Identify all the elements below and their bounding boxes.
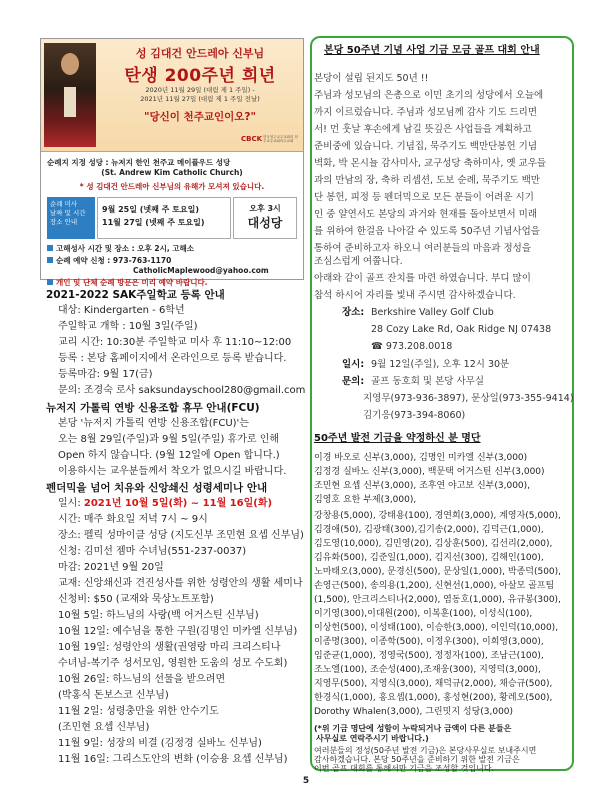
donor-line: 김유화(500), 김준일(1,000), 김지선(300), 김해인(100), [314,553,544,563]
fcu-line: Open 하지 않습니다. (9월 12일에 Open 합니다.) [58,450,280,461]
seminar-session: 10월 19일: 성령안의 생활(권영랑 마리 크리스티나 [58,642,281,653]
donor-line: 김경애(50), 김광태(300),김기송(2,000), 김덕근(1,000), [314,525,544,535]
mass-time: 오후 3시 [249,204,281,213]
seminar-line: 마감: 2021년 9월 20일 [58,562,164,573]
seminar-line: 신청: 김미선 젬마 수녀님(551-237-0037) [58,546,247,557]
golf-intro: 통하여 준비하고자 하오니 여러분들의 마음과 정성을 [314,243,531,254]
golf-phone: ☎ 973.208.0018 [371,341,453,352]
golf-intro: 까지 이르렀습니다. 주님과 성모님께 감사 기도 드리면 [314,107,538,118]
closing-line: 감사하겠습니다. 본당 50주년을 준비하기 위한 발전 기금은 [314,755,520,764]
golf-date: 9월 12일(주일), 오후 12시 30분 [371,359,510,370]
sak-line: 주일학교 개학 : 10월 3일(주일) [58,321,198,332]
sak-title: 2021-2022 SAK주일학교 등록 안내 [46,289,225,301]
banner-dates [101,86,299,104]
cbck-logo: CBCK [241,135,263,143]
golf-place: Berkshire Valley Golf Club [371,307,494,318]
donor-line: 이상헌(500), 이성태(100), 이승한(3,000), 이인덕(10,000), [314,623,559,633]
pilgrim-church-en: (St. Andrew Kim Catholic Church) [101,168,243,177]
mass-info-line: 날짜 및 시간 [50,209,86,217]
cbck-logo-subtext: 한국천주교주교회의 천주교주교회의주교회 [263,135,298,143]
seminar-session: 11월 2일: 성령충만을 위한 안수기도 [58,706,219,717]
mass-info-box [47,197,95,239]
pilgrim-church: 순례지 지정 성당 : 뉴저지 한인 천주교 메이플우드 성당 [47,158,231,167]
seminar-date-label: 일시: [58,498,84,509]
golf-intro: 본당이 설립 된지도 50년 !! [314,73,429,84]
seminar-title: 펜더믹을 넘어 치유와 신앙쇄신 성령세미나 안내 [46,482,268,494]
reservation-phone: 순례 예약 신청 : 973-763-1170 [56,256,172,265]
seminar-session: 수녀님-복기주 성서모임, 영원한 도움의 성모 수도회) [58,658,288,669]
golf-title: 본당 50주년 기념 사업 기금 모금 골프 대회 안내 [324,45,540,56]
square-bullet-icon [47,245,53,251]
donor-line: 김영호 요한 부제(3,000), [314,495,417,505]
banner-date-1: 2020년 11월 29일 (대림 제 1 주일) - [145,86,255,94]
banner-date-2: 2021년 11월 27일 (대림 제 1 주일 전날) [140,95,260,103]
banner-quote: "당신이 천주교인이오?" [144,111,256,123]
relic-note: * 성 김대건 안드레아 신부님의 유해가 모셔져 있습니다. [79,182,265,191]
mass-time-box [233,197,297,239]
golf-contact-label: 문의: [342,376,365,387]
seminar-session: 10월 12일: 예수님을 통한 구원(김명인 미카엘 신부님) [58,626,298,637]
golf-intro: 서! 먼 훗날 후손에게 남길 뜻깊은 사업들을 계획하고 [314,124,532,135]
sak-line: 등록 : 본당 홈페이지에서 온라인으로 등록 받습니다. [58,353,287,364]
mass-info-line: 순례 미사 [50,200,78,208]
golf-contact: 지영무(973-936-3897), 문상일(973-355-9414) [363,393,574,404]
golf-intro: 벽화, 박 몬시뇰 감사미사, 교구성당 축하미사, 옛 교우들 [314,158,547,169]
golf-intro: 과의 만남의 장, 축하 리셉션, 도보 순례, 묵주기도 백만 [314,175,540,186]
seminar-session: 11월 16일: 그리스도안의 변화 (이승용 요셉 신부님) [58,754,288,765]
golf-intro: 참석 하시어 자리를 빛내 주시면 감사하겠습니다. [314,290,516,301]
banner-header [41,39,303,152]
closing-line: 여러분들의 정성(50주년 발전 기금)은 본당사무실로 보내주시면 [314,746,537,755]
donor-line: 조민현 요셉 신부(3,000), 조후연 야고보 신부(3,000), [314,481,531,491]
golf-intro: 를 위하여 한걸음 나아갈 수 있도록 50주년 기념사업을 [314,226,540,237]
banner-jubilee: 탄생 200주년 희년 [124,66,276,86]
square-bullet-icon [47,279,53,285]
mass-place: 대성당 [247,216,283,230]
donor-line: 이기영(300),이대원(200), 이복훈(100), 이성식(100), [314,609,533,619]
seminar-session: (박홍식 돈보스코 신부님) [58,690,169,701]
golf-place-label: 장소: [342,307,365,318]
golf-intro: 인 중 얄연서도 본당의 과거와 현재를 돌아보면서 미래 [314,209,538,220]
seminar-line: 장소: 펠릭 성마이클 성당 (지도신부 조민현 요셉 신부님) [58,530,304,541]
seminar-date [58,498,272,510]
golf-contact: 김기응(973-394-8060) [363,410,466,421]
donor-line: 한경식(1,000), 홍요셉(1,000), 홍성현(200), 황레오(500), [314,693,553,703]
donor-line: Dorothy Whalen(3,000), 그린밋지 성당(3,000) [314,707,514,717]
sak-line: 교리 시간: 10:30분 주일학교 미사 후 11:10~12:00 [58,337,292,348]
closing-line: 이번 골프 대회를 통해서만 기금을 조성할 것입니다. [314,764,495,773]
donor-line: 손영근(500), 송의용(1,200), 신현선(1,000), 아살모 골프팀 [314,581,555,591]
seminar-line: 시간: 매주 화요일 저녁 7시 ~ 9시 [58,514,208,525]
golf-date-label: 일시: [342,359,365,370]
seminar-session: 11월 9일: 성장의 비결 (김정경 실바노 신부님) [58,738,262,749]
donor-note: (*위 기금 명단에 성함이 누락되거나 금액이 다른 분들은 [314,724,512,733]
portrait-hand [64,87,76,117]
donor-line: 임준균(1,000), 정영국(500), 정정자(100), 조남근(100), [314,651,544,661]
visit-note [47,278,299,288]
mass-date-1: 9월 25일 (넷째 주 토요일) [102,205,199,214]
mass-date-2: 11월 27일 (넷째 주 토요일) [102,218,205,227]
fcu-line: 오는 8월 29일(주일)과 9월 5일(주일) 휴가로 인해 [58,434,280,445]
saint-portrait [44,43,96,147]
sak-line: 대상: Kindergarten - 6학년 [58,305,185,316]
donor-line: 지영무(500), 지영식(3,000), 채덕규(2,000), 채승규(500), [314,679,553,689]
golf-intro: 아래와 같이 골프 잔치를 마련 하였습니다. 부디 많이 [314,273,531,284]
donor-line: 강창용(5,000), 강태용(100), 경연희(3,000), 계영자(5,000), [314,511,561,521]
donor-line: 이종명(300), 이종학(500), 이정우(300), 이희영(3,000), [314,637,544,647]
portrait-face [61,53,79,75]
sak-contact: 문의: 조경숙 로사 saksundayschool280@gmail.com [58,385,306,396]
seminar-session: (조민현 요셉 신부님) [58,722,150,733]
golf-intro: 주님과 성모님의 은총으로 이민 초기의 성당에서 오늘에 [314,90,544,101]
seminar-line: 교재: 신앙쇄신과 견진성사를 위한 성령안의 생활 세미나 [58,578,303,589]
mass-info-line: 장소 안내 [50,218,78,226]
confession-text: 고해성사 시간 및 장소 : 오후 2시, 고해소 [56,244,195,253]
donor-line: (1,500), 안크리스티나(2,000), 염동호(1,000), 유규봉(300), [314,595,561,605]
donor-line: 김도영(10,000), 김민영(20), 김상훈(500), 김선리(2,000), [314,539,553,549]
donor-note: 사무실로 연락주시기 바랍니다.) [316,734,429,743]
fcu-line: 이용하시는 교우분들께서 착오가 없으시길 바랍니다. [58,466,287,477]
fcu-title: 뉴저지 가톨릭 연방 신용조합 휴무 안내(FCU) [46,402,260,414]
donor-line: 조노엘(100), 조순성(400),조재웅(300), 지영덕(3,000), [314,665,541,675]
reservation-email[interactable]: CatholicMaplewood@yahoo.com [133,266,269,275]
page-number: 5 [302,776,310,786]
golf-intro: 단 봉헌, 피정 등 펜더믹으로 모든 분들이 어려운 시기 [314,192,534,203]
golf-contact: 골프 동호회 및 본당 사무실 [371,376,485,387]
golf-intro: 조심스럽게 여쭙니다. [314,256,403,267]
golf-intro: 준비중에 있습니다. 기념집, 묵주기도 백만단봉헌 기념 [314,141,538,152]
seminar-date-value: 2021년 10월 5일(화) ~ 11월 16일(화) [83,498,273,509]
jubilee-banner [40,38,304,287]
reservation-info [47,256,299,266]
banner-title: 성 김대건 안드레아 신부님 [135,47,265,60]
visit-note-text: 개인 및 단체 순례 방문은 미리 예약 바랍니다. [56,278,208,287]
donor-line: 이경 바오로 신부(3,000), 김명인 미카엘 신부(3,000) [314,453,528,463]
donor-line: 노마태오(3,000), 문경신(500), 문상일(1,000), 박종덕(500), [314,567,562,577]
mass-dates-box [97,197,231,239]
seminar-line: 신청비: $50 (교재와 묵상노트포함) [58,594,214,605]
sak-line: 등록마감: 9월 17(금) [58,369,153,380]
golf-address: 28 Cozy Lake Rd, Oak Ridge NJ 07438 [371,324,552,335]
donor-line: 김정경 실바노 신부(3,000), 백문택 어거스틴 신부(3,000) [314,467,545,477]
square-bullet-icon [47,257,53,263]
seminar-session: 10월 26일: 하느님의 선물을 받으려면 [58,674,226,685]
confession-info [47,244,299,254]
fcu-line: 본당 '뉴저지 가톨릭 연방 신용조합(FCU)'는 [58,418,249,429]
donor-title: 50주년 발전 기금을 약정하신 분 명단 [314,433,481,444]
seminar-session: 10월 5일: 하느님의 사랑(백 어거스틴 신부님) [58,610,259,621]
